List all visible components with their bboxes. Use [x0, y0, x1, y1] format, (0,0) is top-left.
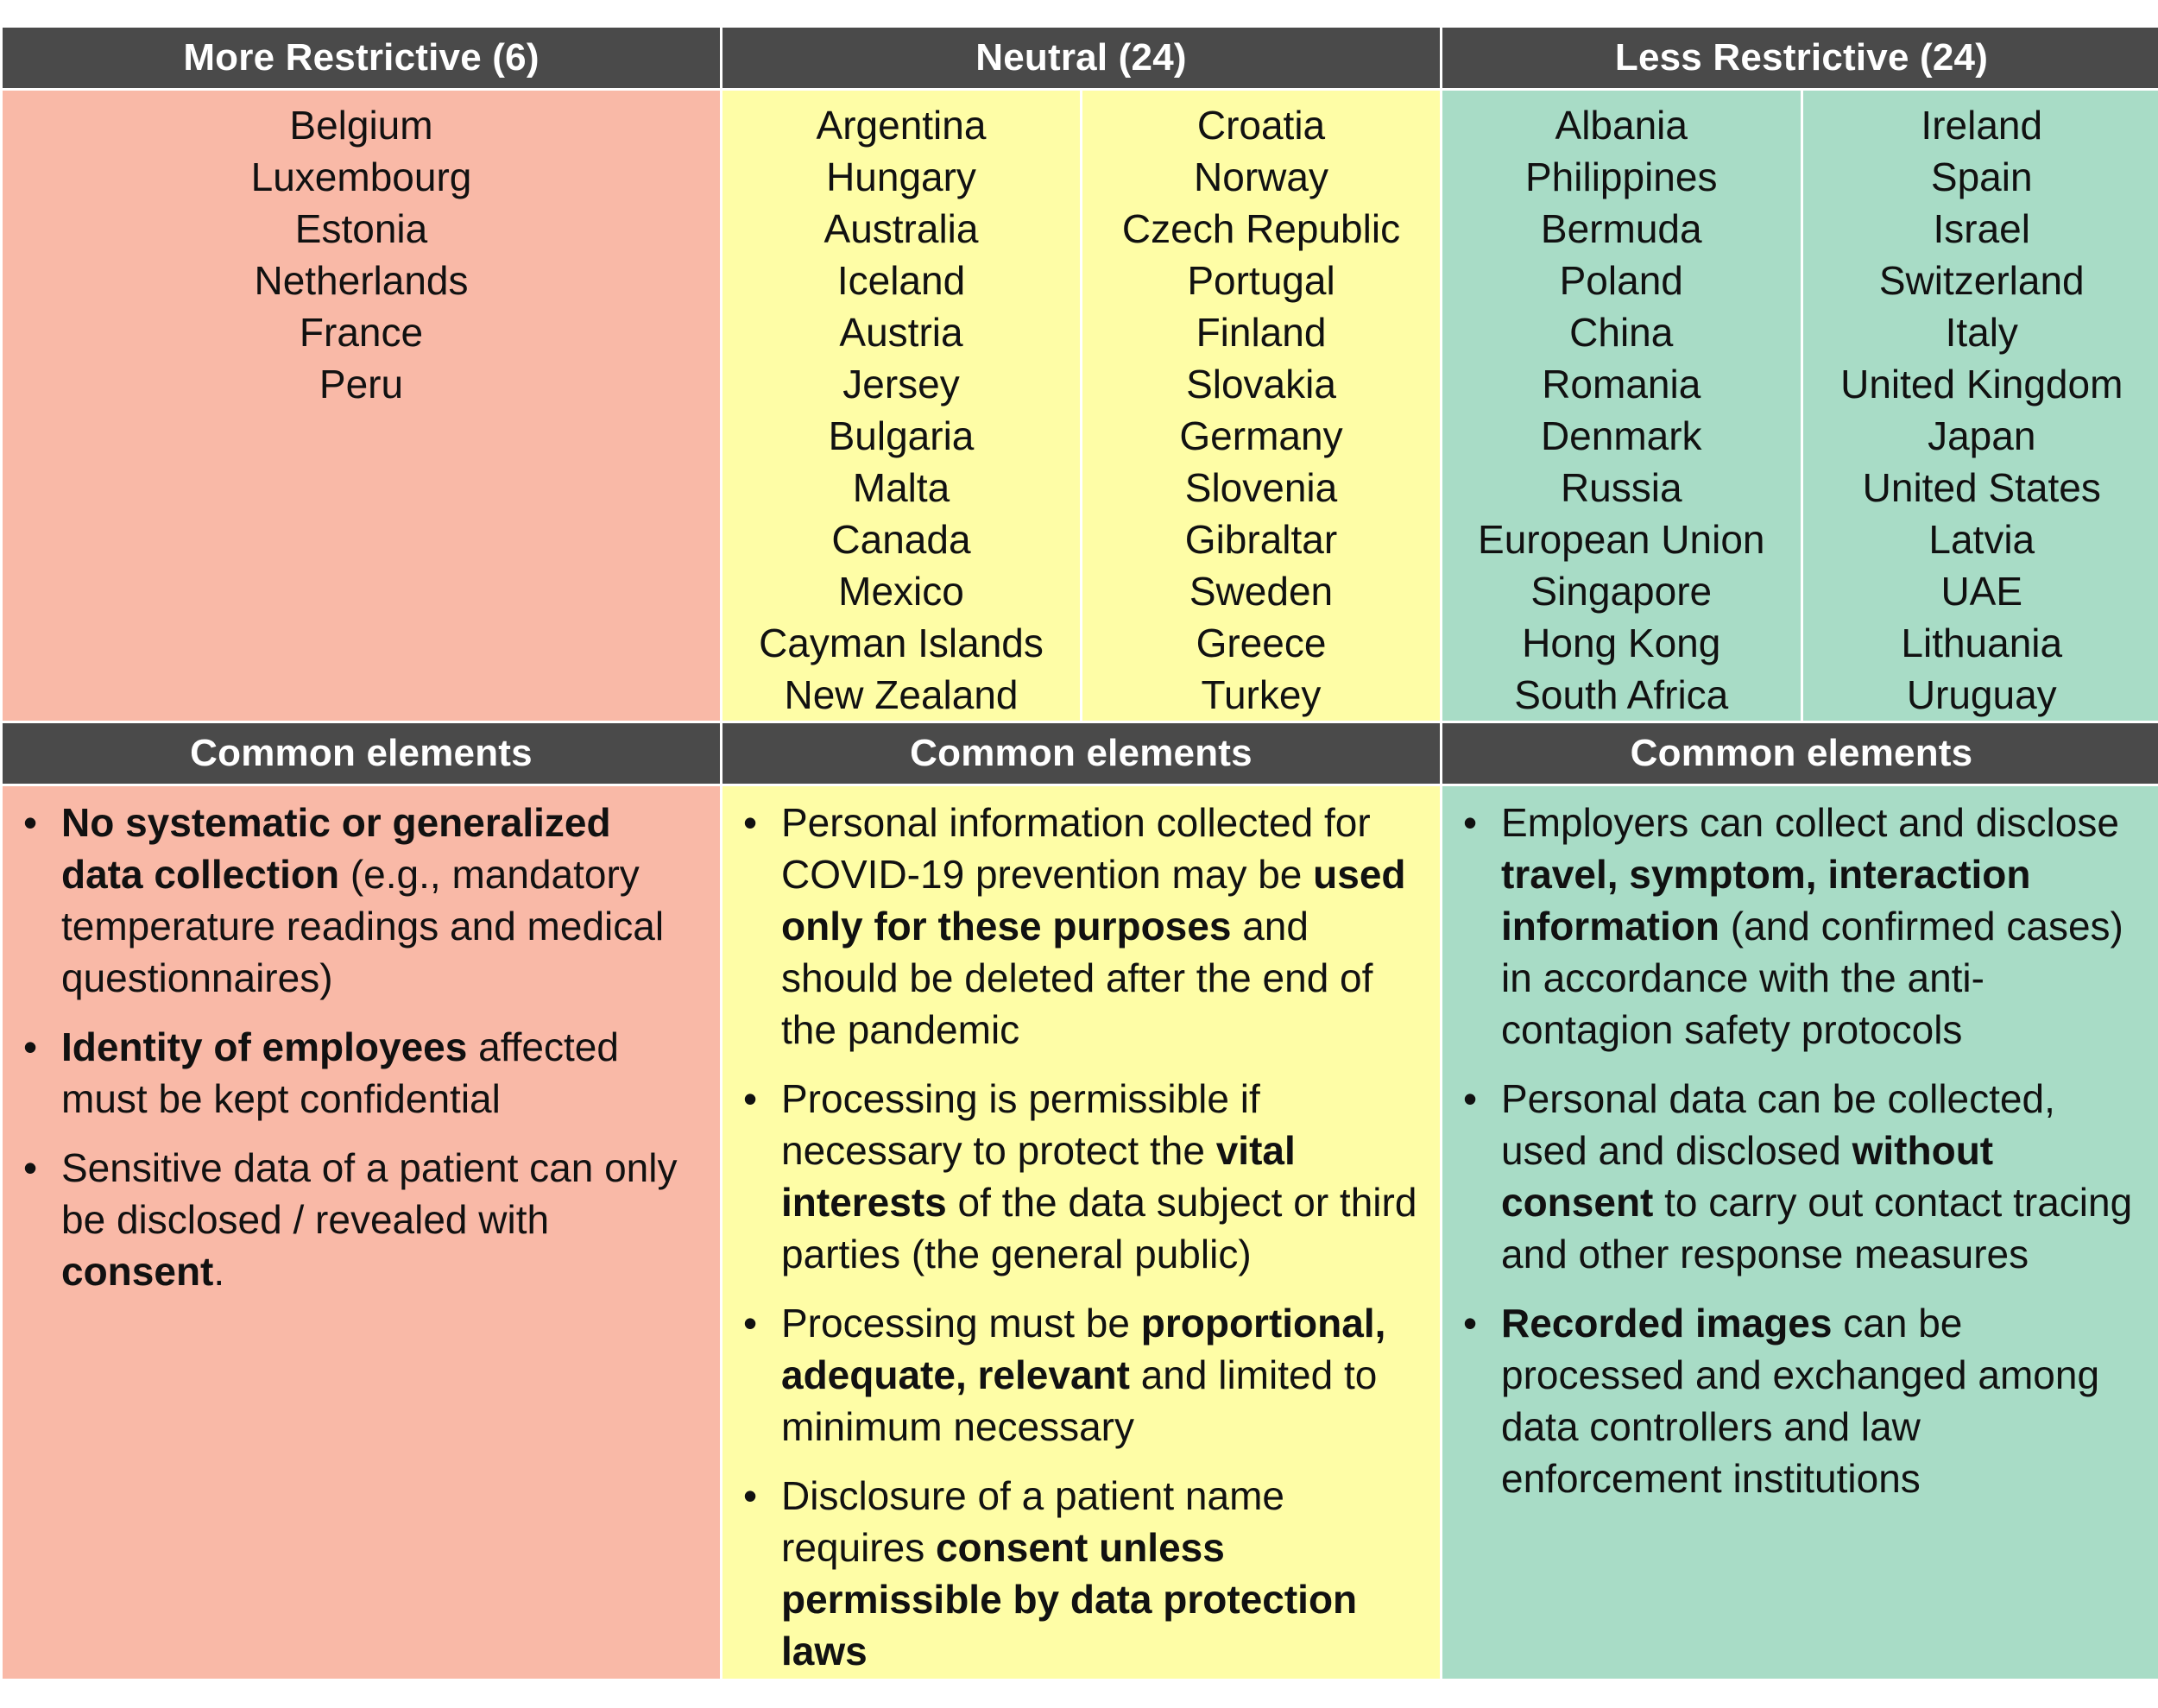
country-name: Lithuania [1901, 621, 2063, 665]
country-column [3, 91, 720, 721]
country-column [722, 91, 1080, 721]
elements-list [743, 797, 1423, 1677]
emphasis-text: proportional, adequate, relevant [781, 1301, 1386, 1397]
body-text: Processing must be [781, 1301, 1141, 1346]
common-element-item [23, 1021, 703, 1125]
elements-header-more-restrictive: Common elements [3, 723, 720, 784]
country-name: Italy [1945, 310, 2018, 355]
country-name: Albania [1555, 103, 1688, 148]
country-name: Sweden [1189, 569, 1334, 614]
country-name: China [1569, 310, 1674, 355]
country-name: Canada [831, 517, 971, 562]
body-text: (e.g., mandatory temperature readings and medical questionnaires) [61, 852, 665, 1000]
country-name: Iceland [836, 258, 966, 303]
elements-header-neutral: Common elements [722, 723, 1440, 784]
emphasis-text: vital interests [781, 1128, 1296, 1225]
header-neutral: Neutral (24) [722, 28, 1440, 88]
elements-list [23, 797, 703, 1297]
countries-neutral [722, 91, 1440, 721]
country-name: Turkey [1201, 672, 1322, 717]
country-name: Japan [1928, 413, 2036, 458]
country-name: Gibraltar [1184, 517, 1338, 562]
countries-less-restrictive [1442, 91, 2158, 721]
emphasis-text: Recorded images [1501, 1301, 1833, 1346]
country-name: Uruguay [1906, 672, 2057, 717]
country-name: UAE [1940, 569, 2023, 614]
body-text: . [213, 1249, 225, 1294]
bullet-icon: • [1463, 1076, 1478, 1121]
common-element-item [1463, 1297, 2143, 1504]
country-column [1442, 91, 1801, 721]
country-name: Denmark [1540, 413, 1702, 458]
country-name: Czech Republic [1121, 206, 1401, 251]
elements-neutral [722, 786, 1440, 1679]
bullet-icon: • [743, 1473, 758, 1518]
body-text: to carry out contact tracing and other response measures [1501, 1180, 2133, 1276]
body-text: Employers can collect and disclose [1501, 800, 2119, 845]
country-name: Croatia [1196, 103, 1326, 148]
body-text: Processing is permissible if necessary to protect the [781, 1076, 1260, 1173]
country-name: Luxembourg [250, 154, 472, 199]
emphasis-text: travel, symptom, interaction information [1501, 852, 2031, 949]
country-name: Hungary [826, 154, 976, 199]
elements-less-restrictive [1442, 786, 2158, 1679]
body-text: Sensitive data of a patient can only be disclosed / revealed with [61, 1145, 678, 1242]
country-name: Austria [839, 310, 963, 355]
country-name: United States [1862, 465, 2101, 510]
country-name: Estonia [294, 206, 428, 251]
country-name: Jersey [842, 362, 960, 407]
country-name: Spain [1930, 154, 2033, 199]
country-name: Russia [1560, 465, 1682, 510]
body-text: of the data subject or third parties (the general public) [781, 1180, 1417, 1276]
country-name: Norway [1194, 154, 1328, 199]
country-name: Australia [823, 206, 979, 251]
country-name: Ireland [1921, 103, 2043, 148]
country-name: Israel [1933, 206, 2030, 251]
common-element-item [743, 1297, 1423, 1453]
country-name: France [299, 310, 424, 355]
country-name: Germany [1179, 413, 1343, 458]
common-element-item [23, 1142, 703, 1297]
emphasis-text: without consent [1501, 1128, 1994, 1225]
common-element-item [743, 1470, 1423, 1677]
country-name: Poland [1559, 258, 1683, 303]
country-name: European Union [1478, 517, 1765, 562]
country-column [1082, 91, 1440, 721]
header-less-restrictive: Less Restrictive (24) [1442, 28, 2158, 88]
common-element-item [1463, 797, 2143, 1056]
country-name: Finland [1196, 310, 1327, 355]
body-text: and should be deleted after the end of the pandemic [781, 904, 1373, 1052]
country-name: Argentina [816, 103, 987, 148]
elements-more-restrictive [3, 786, 720, 1679]
body-text: Personal data can be collected, used and disclosed [1501, 1076, 2055, 1173]
country-name: Latvia [1928, 517, 2035, 562]
body-text: Disclosure of a patient name requires [781, 1473, 1284, 1570]
bullet-icon: • [743, 800, 758, 845]
countries-more-restrictive [3, 91, 720, 721]
bullet-icon: • [23, 1024, 38, 1069]
emphasis-text: used only for these purposes [781, 852, 1406, 949]
country-column [1803, 91, 2158, 721]
common-element-item [23, 797, 703, 1004]
country-name: New Zealand [784, 672, 1019, 717]
country-name: Romania [1542, 362, 1701, 407]
country-name: Portugal [1187, 258, 1335, 303]
header-more-restrictive: More Restrictive (6) [3, 28, 720, 88]
country-name: Greece [1196, 621, 1327, 665]
country-name: South Africa [1514, 672, 1729, 717]
restrictiveness-table [3, 28, 2155, 1671]
body-text: and limited to minimum necessary [781, 1352, 1378, 1449]
country-name: Netherlands [254, 258, 469, 303]
elements-list [1463, 797, 2143, 1504]
country-name: Slovakia [1186, 362, 1336, 407]
country-name: Malta [852, 465, 950, 510]
common-element-item [743, 1073, 1423, 1280]
body-text: can be processed and exchanged among data controllers and law enforcement institutions [1501, 1301, 2100, 1501]
country-name: Singapore [1530, 569, 1713, 614]
country-name: Peru [319, 362, 404, 407]
bullet-icon: • [23, 800, 38, 845]
country-name: Bermuda [1540, 206, 1702, 251]
bullet-icon: • [1463, 800, 1478, 845]
emphasis-text: consent unless permissible by data protection laws [781, 1525, 1358, 1673]
emphasis-text: consent [61, 1249, 214, 1294]
emphasis-text: Identity of employees [61, 1024, 468, 1069]
body-text: Personal information collected for COVID-19 prevention may be [781, 800, 1371, 897]
country-name: Slovenia [1184, 465, 1338, 510]
emphasis-text: No systematic or generalized data collection [61, 800, 611, 897]
common-element-item [1463, 1073, 2143, 1280]
elements-header-less-restrictive: Common elements [1442, 723, 2158, 784]
common-element-item [743, 797, 1423, 1056]
body-text: affected must be kept confidential [61, 1024, 619, 1121]
country-name: Philippines [1525, 154, 1718, 199]
bullet-icon: • [1463, 1301, 1478, 1346]
country-name: Switzerland [1878, 258, 2085, 303]
bullet-icon: • [743, 1301, 758, 1346]
body-text: (and confirmed cases) in accordance with the anti-contagion safety protocols [1501, 904, 2123, 1052]
bullet-icon: • [743, 1076, 758, 1121]
country-name: Cayman Islands [759, 621, 1044, 665]
country-name: Bulgaria [828, 413, 975, 458]
country-name: Belgium [289, 103, 433, 148]
country-name: United Kingdom [1840, 362, 2123, 407]
bullet-icon: • [23, 1145, 38, 1190]
country-name: Hong Kong [1522, 621, 1721, 665]
country-name: Mexico [838, 569, 964, 614]
